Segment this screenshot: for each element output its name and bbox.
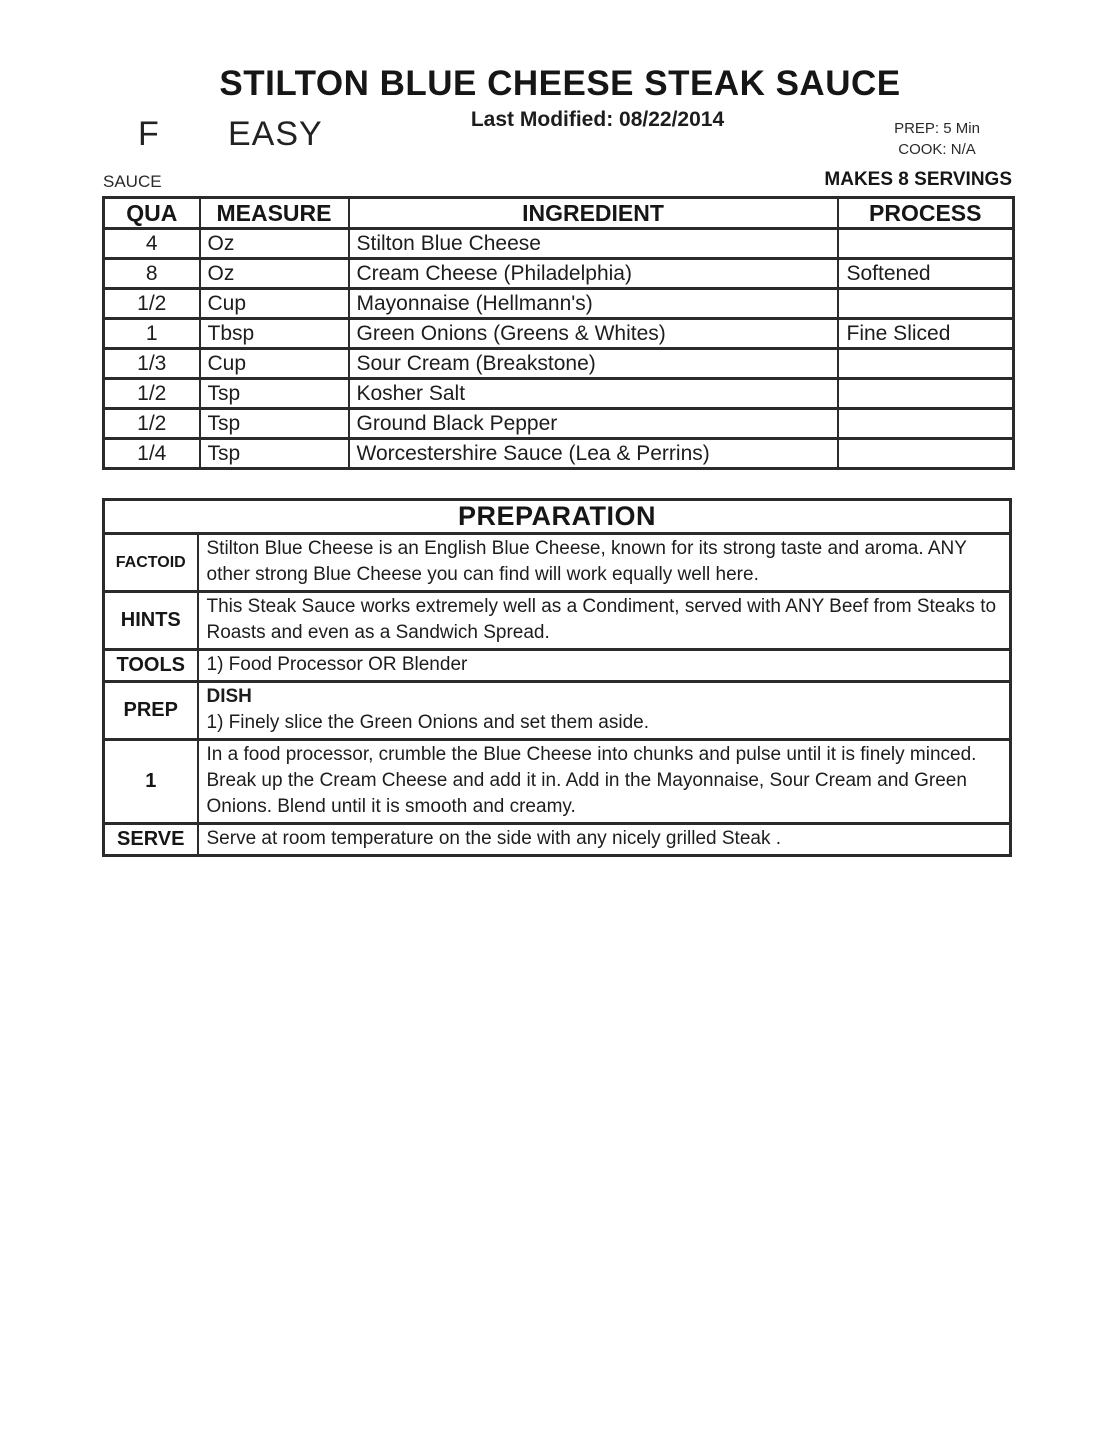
ingredient-cell: Green Onions (Greens & Whites)	[349, 319, 838, 349]
process-cell	[838, 349, 1014, 379]
prep-time: PREP: 5 Min	[894, 120, 980, 137]
row-label: PREP	[104, 682, 198, 740]
difficulty-label: EASY	[228, 115, 323, 153]
ingredient-cell: Mayonnaise (Hellmann's)	[349, 289, 838, 319]
process-cell: Fine Sliced	[838, 319, 1014, 349]
column-header-process: PROCESS	[838, 198, 1014, 229]
preparation-row-step-1	[104, 740, 1011, 824]
cook-time: COOK: N/A	[898, 141, 976, 158]
ingredient-cell: Worcestershire Sauce (Lea & Perrins)	[349, 439, 838, 469]
quantity-cell: 8	[104, 259, 200, 289]
row-text: Stilton Blue Cheese is an English Blue Cheese, known for its strong taste and aroma. ANY other strong Blue Cheese you can find will work equally well here.	[198, 534, 1011, 592]
recipe-title: STILTON BLUE CHEESE STEAK SAUCE	[219, 64, 901, 103]
column-header-qua: QUA	[104, 198, 200, 229]
preparation-row-serve	[104, 824, 1011, 856]
prep-step-text: 1) Finely slice the Green Onions and set them aside.	[206, 712, 650, 733]
row-label: HINTS	[104, 592, 198, 650]
preparation-row-prep	[104, 682, 1011, 740]
time-info	[862, 118, 1012, 160]
process-cell	[838, 409, 1014, 439]
recipe-code: F	[138, 115, 159, 153]
column-header-measure: MEASURE	[200, 198, 349, 229]
servings-label: MAKES 8 SERVINGS	[824, 169, 1012, 190]
ingredient-cell: Sour Cream (Breakstone)	[349, 349, 838, 379]
quantity-cell: 1	[104, 319, 200, 349]
ingredient-row	[104, 409, 1014, 439]
row-label: SERVE	[104, 824, 198, 856]
preparation-header-row	[104, 500, 1011, 534]
quantity-cell: 4	[104, 229, 200, 259]
measure-cell: Oz	[200, 229, 349, 259]
ingredient-cell: Stilton Blue Cheese	[349, 229, 838, 259]
quantity-cell: 1/2	[104, 289, 200, 319]
row-text	[198, 682, 1011, 740]
ingredient-row	[104, 349, 1014, 379]
process-cell	[838, 439, 1014, 469]
ingredient-row	[104, 319, 1014, 349]
process-cell	[838, 289, 1014, 319]
ingredient-cell: Kosher Salt	[349, 379, 838, 409]
last-modified-date: Last Modified: 08/22/2014	[470, 108, 725, 131]
measure-cell: Cup	[200, 289, 349, 319]
quantity-cell: 1/4	[104, 439, 200, 469]
row-label: TOOLS	[104, 650, 198, 682]
quantity-cell: 1/3	[104, 349, 200, 379]
ingredient-cell: Ground Black Pepper	[349, 409, 838, 439]
measure-cell: Tsp	[200, 379, 349, 409]
row-text: This Steak Sauce works extremely well as a Condiment, served with ANY Beef from Steaks to Roasts and even as a Sandwich Spread.	[198, 592, 1011, 650]
column-header-ingredient: INGREDIENT	[349, 198, 838, 229]
preparation-title: PREPARATION	[104, 500, 1011, 534]
row-label: 1	[104, 740, 198, 824]
quantity-cell: 1/2	[104, 409, 200, 439]
ingredient-row	[104, 289, 1014, 319]
measure-cell: Tsp	[200, 439, 349, 469]
preparation-row-hints	[104, 592, 1011, 650]
ingredient-row	[104, 259, 1014, 289]
quantity-cell: 1/2	[104, 379, 200, 409]
measure-cell: Tsp	[200, 409, 349, 439]
measure-cell: Oz	[200, 259, 349, 289]
row-text: Serve at room temperature on the side with any nicely grilled Steak .	[198, 824, 1011, 856]
prep-dish-subtitle: DISH	[206, 686, 252, 707]
preparation-row-factoid	[104, 534, 1011, 592]
row-text: In a food processor, crumble the Blue Cheese into chunks and pulse until it is finely minced. Break up the Cream Cheese and add it in. Add in the Mayonnaise, Sour Cream and Green Onions. Blend until it is smooth and creamy.	[198, 740, 1011, 824]
ingredients-table	[102, 196, 1015, 470]
measure-cell: Cup	[200, 349, 349, 379]
category-label: SAUCE	[103, 172, 162, 191]
ingredient-row	[104, 379, 1014, 409]
ingredient-cell: Cream Cheese (Philadelphia)	[349, 259, 838, 289]
ingredient-row	[104, 439, 1014, 469]
row-text: 1) Food Processor OR Blender	[198, 650, 1011, 682]
row-label: FACTOID	[104, 534, 198, 592]
process-cell	[838, 229, 1014, 259]
ingredients-header-row	[104, 198, 1014, 229]
ingredient-row	[104, 229, 1014, 259]
process-cell	[838, 379, 1014, 409]
process-cell: Softened	[838, 259, 1014, 289]
preparation-table	[102, 498, 1012, 857]
measure-cell: Tbsp	[200, 319, 349, 349]
preparation-row-tools	[104, 650, 1011, 682]
